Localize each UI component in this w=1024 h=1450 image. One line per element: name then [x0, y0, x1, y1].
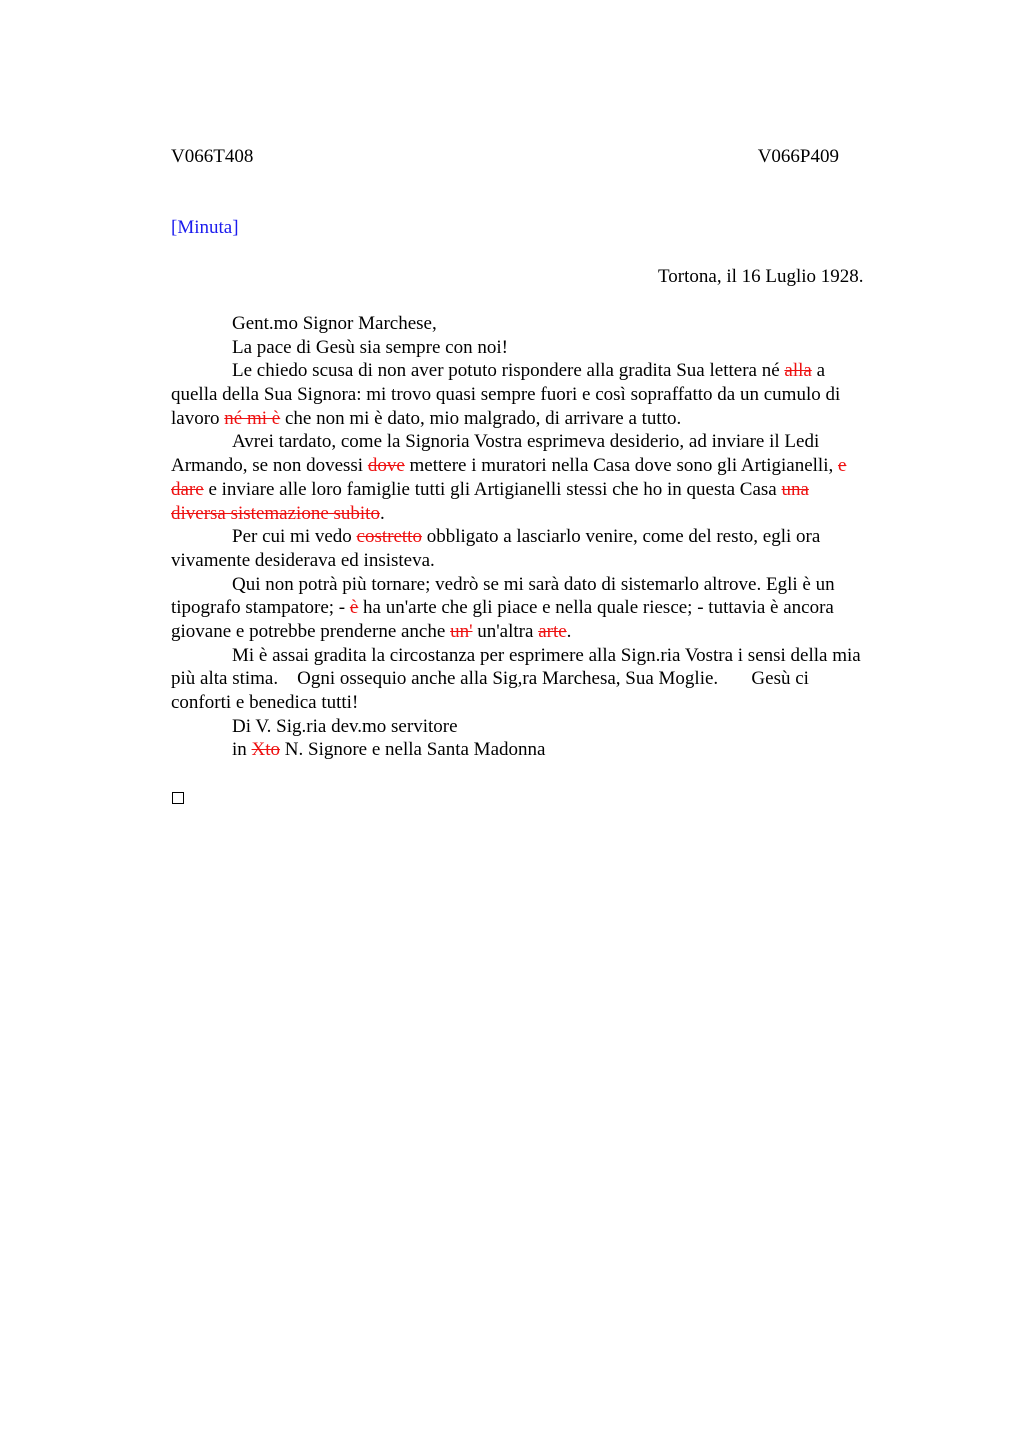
deletion: dove: [367, 455, 405, 477]
deletion: alla: [784, 360, 812, 382]
paragraph-line: [171, 359, 919, 383]
paragraph-line: [171, 596, 919, 620]
paragraph-line: Mi è assai gradita la circostanza per esprimere alla Sign.ria Vostra i sensi della mia: [232, 644, 861, 666]
text-span: giovane e potrebbe prenderne anche: [171, 620, 451, 642]
text-span: obbligato a lasciarlo venire, come del resto, egli ora: [421, 526, 821, 548]
text-span: a: [811, 360, 826, 382]
minuta-annotation: [Minuta]: [171, 217, 239, 238]
paragraph-line: conforti e benedica tutti!: [171, 692, 359, 713]
paragraph-line: Avrei tardato, come la Signoria Vostra esprimeva desiderio, ad inviare il Ledi: [232, 431, 820, 453]
deletion: Xto: [251, 739, 281, 761]
closing-line: Di V. Sig.ria dev.mo servitore: [232, 715, 458, 737]
text-span: lavoro: [171, 407, 225, 429]
salutation: Gent.mo Signor Marchese,: [232, 313, 437, 334]
text-span: Armando, se non dovessi: [171, 455, 368, 477]
deletion: dare: [171, 478, 204, 500]
deletion: né mi è: [224, 407, 281, 429]
paragraph-line: vivamente desiderava ed insisteva.: [171, 549, 435, 571]
text-span: e inviare alle loro famiglie tutti gli Artigianelli stessi che ho in questa Casa: [203, 478, 782, 500]
text-span: ha un'arte che gli piace e nella quale riesce; - tuttavia è ancora: [358, 597, 834, 619]
document-codes: [171, 146, 839, 168]
text-span: che non mi è dato, mio malgrado, di arrivare a tutto.: [280, 407, 682, 429]
text-span: .: [566, 620, 572, 642]
paragraph-line: [171, 478, 919, 502]
deletion: costretto: [356, 526, 422, 548]
text-span: un'altra: [472, 620, 539, 642]
code-left: V066T408: [171, 146, 254, 167]
paragraph-line: [171, 407, 919, 431]
paragraph-line: [171, 525, 919, 549]
letter-body: [171, 312, 919, 762]
deletion: arte: [538, 620, 567, 642]
text-span: mettere i muratori nella Casa dove sono gli Artigianelli,: [404, 455, 838, 477]
deletion: diversa sistemazione subito: [171, 502, 380, 524]
text-span: Le chiedo scusa di non aver potuto rispondere alla gradita Sua lettera né: [232, 360, 785, 382]
greeting: La pace di Gesù sia sempre con noi!: [232, 336, 508, 358]
text-span: .: [379, 502, 385, 524]
paragraph-line: più alta stima. Ogni ossequio anche alla Sig,ra Marchesa, Sua Moglie. Gesù ci: [171, 668, 809, 690]
paragraph-line: [171, 454, 919, 478]
closing-line: [171, 738, 919, 762]
deletion: una: [781, 478, 809, 500]
paragraph-line: Qui non potrà più tornare; vedrò se mi sarà dato di sistemarlo altrove. Egli è un: [232, 573, 835, 595]
letter-date: Tortona, il 16 Luglio 1928.: [658, 266, 864, 287]
code-right: V066P409: [757, 146, 839, 167]
empty-checkbox: [172, 792, 184, 804]
deletion: è: [349, 597, 359, 619]
deletion: e: [837, 455, 847, 477]
paragraph-line: quella della Sua Signora: mi trovo quasi sempre fuori e così sopraffatto da un cumulo di: [171, 384, 841, 406]
text-span: N. Signore e nella Santa Madonna: [280, 739, 546, 761]
paragraph-line: [171, 620, 919, 644]
paragraph-line: [171, 502, 919, 526]
text-span: in: [232, 739, 252, 761]
text-span: Per cui mi vedo: [232, 526, 357, 548]
text-span: tipografo stampatore; -: [171, 597, 350, 619]
deletion: un': [450, 620, 473, 642]
